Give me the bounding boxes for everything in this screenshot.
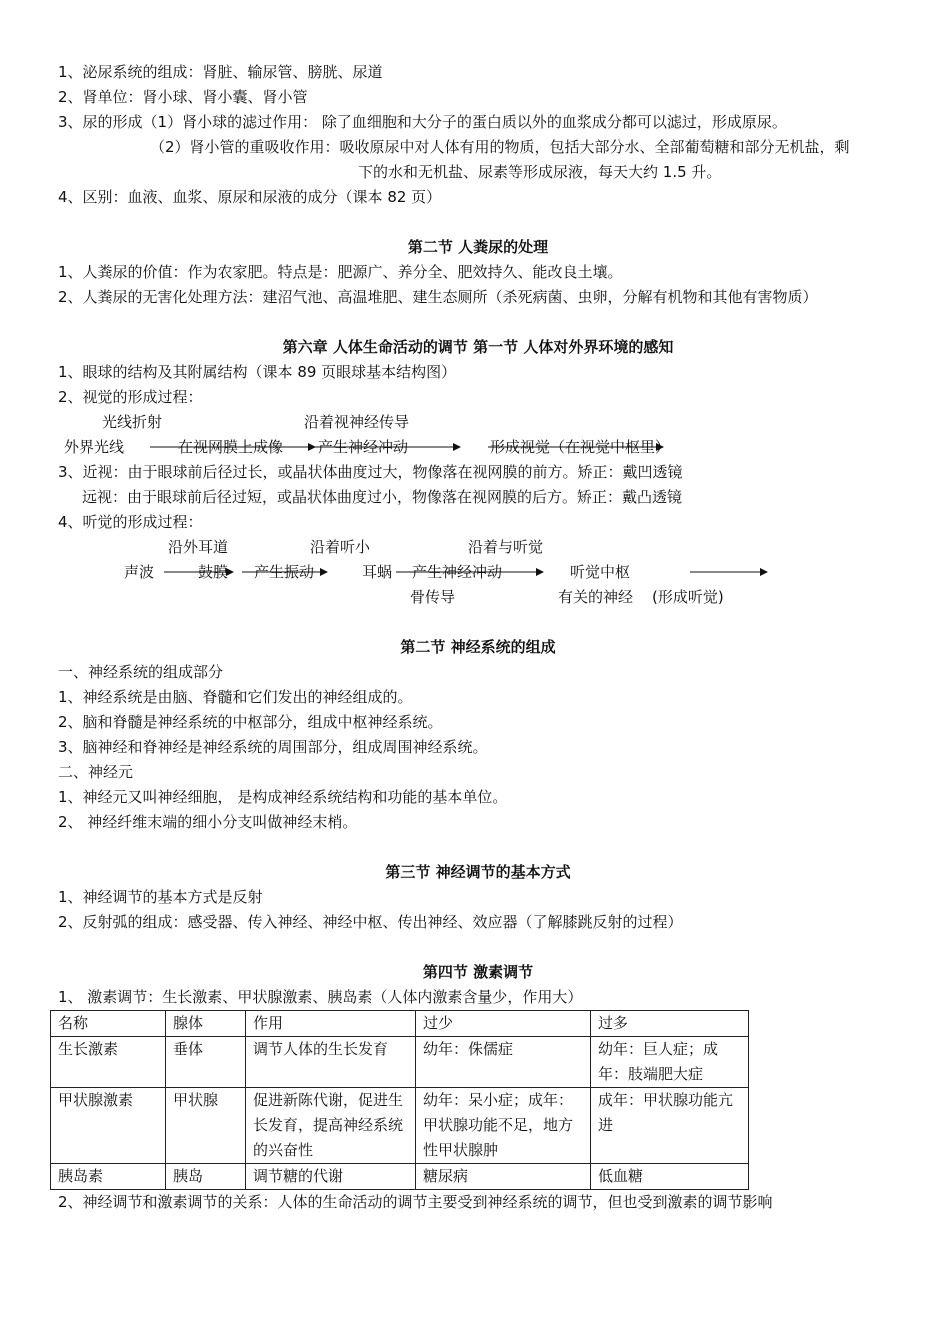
hearing-arrowhead-3 — [536, 568, 544, 576]
urinary-line-1: 1、泌尿系统的组成：肾脏、输尿管、膀胱、尿道 — [58, 63, 383, 81]
table-header-cell: 过多 — [591, 1011, 749, 1037]
hearing-node-eardrum: 鼓膜 — [198, 563, 229, 581]
nervous-line-2: 1、神经系统是由脑、脊髓和它们发出的神经组成的。 — [58, 688, 413, 706]
urinary-line-2: 2、肾单位：肾小球、肾小囊、肾小管 — [58, 88, 308, 106]
table-cell: 促进新陈代谢，促进生长发育，提高神经系统的兴奋性 — [246, 1088, 416, 1164]
eye-structure-line: 1、眼球的结构及其附属结构（课本 89 页眼球基本结构图） — [58, 363, 457, 381]
hearing-node-impulse: 产生神经冲动 — [412, 563, 503, 581]
hearing-process-line: 4、听觉的形成过程： — [58, 513, 203, 531]
hearing-label-bone-conduction: 骨传导 — [410, 588, 456, 606]
table-cell: 糖尿病 — [416, 1164, 591, 1190]
nervous-line-3: 2、脑和脊髓是神经系统的中枢部分，组成中枢神经系统。 — [58, 713, 443, 731]
vision-node-light: 外界光线 — [64, 438, 125, 456]
nervous-line-7: 2、 神经纤维末端的细小分支叫做神经末梢。 — [58, 813, 358, 831]
hearing-node-center: 听觉中枢 — [570, 563, 631, 581]
nervous-line-6: 1、神经元又叫神经细胞， 是构成神经系统结构和功能的基本单位。 — [58, 788, 508, 806]
table-cell: 调节糖的代谢 — [246, 1164, 416, 1190]
table-cell: 胰岛 — [166, 1164, 246, 1190]
vision-process-line: 2、视觉的形成过程： — [58, 388, 203, 406]
table-header-cell: 过少 — [416, 1011, 591, 1037]
table-header-row — [51, 1011, 749, 1037]
table-row — [51, 1164, 749, 1190]
myopia-line: 3、近视：由于眼球前后径过长，或晶状体曲度过大，物像落在视网膜的前方。矫正：戴凹透镜 — [58, 463, 683, 481]
hearing-label-ossicles: 沿着听小 — [310, 538, 371, 556]
section-2-title: 第二节 人粪尿的处理 — [407, 238, 549, 256]
hearing-label-related-nerve: 有关的神经 — [558, 588, 634, 606]
hormone-intro-line: 1、 激素调节：生长激素、甲状腺激素、胰岛素（人体内激素含量少，作用大） — [58, 988, 583, 1006]
document-page — [58, 60, 898, 1215]
hormone-table — [50, 1010, 749, 1190]
table-cell: 幼年：巨人症；成年：肢端肥大症 — [591, 1037, 749, 1088]
nervous-line-4: 3、脑神经和脊神经是神经系统的周围部分，组成周围神经系统。 — [58, 738, 488, 756]
vision-label-optic-nerve: 沿着视神经传导 — [304, 413, 410, 431]
table-cell: 成年：甲状腺功能亢进 — [591, 1088, 749, 1164]
table-header-cell: 腺体 — [166, 1011, 246, 1037]
table-cell: 生长激素 — [51, 1037, 166, 1088]
hearing-node-sound: 声波 — [124, 563, 155, 581]
vision-arrowhead-2 — [453, 443, 461, 451]
table-cell: 胰岛素 — [51, 1164, 166, 1190]
table-cell: 幼年：呆小症；成年：甲状腺功能不足，地方性甲状腺肿 — [416, 1088, 591, 1164]
table-row — [51, 1088, 749, 1164]
urinary-line-4: （2）肾小管的重吸收作用：吸收原尿中对人体有用的物质，包括大部分水、全部葡萄糖和部分无机盐，剩 — [150, 138, 850, 156]
table-header-cell: 名称 — [51, 1011, 166, 1037]
table-cell: 垂体 — [166, 1037, 246, 1088]
hearing-arrowhead-4 — [760, 568, 768, 576]
hormone-title: 第四节 激素调节 — [422, 963, 534, 981]
vision-node-impulse: 产生神经冲动 — [318, 438, 409, 456]
reflex-title: 第三节 神经调节的基本方式 — [385, 863, 571, 881]
table-cell: 甲状腺 — [166, 1088, 246, 1164]
table-row — [51, 1037, 749, 1088]
vision-node-retina: 在视网膜上成像 — [178, 438, 284, 456]
table-cell: 幼年：侏儒症 — [416, 1037, 591, 1088]
section-2-line-1: 1、人粪尿的价值：作为农家肥。特点是：肥源广、养分全、肥效持久、能改良土壤。 — [58, 263, 623, 281]
urinary-line-5: 下的水和无机盐、尿素等形成尿液，每天大约 1.5 升。 — [358, 163, 722, 181]
hearing-label-forms-hearing: (形成听觉) — [652, 588, 724, 606]
table-cell: 低血糖 — [591, 1164, 749, 1190]
vision-flow-diagram — [58, 410, 898, 460]
hearing-arrowhead-2 — [320, 568, 328, 576]
reflex-line-1: 1、神经调节的基本方式是反射 — [58, 888, 263, 906]
nervous-line-5: 二、神经元 — [58, 763, 134, 781]
vision-label-refraction: 光线折射 — [102, 413, 163, 431]
hearing-node-vibration: 产生振动 — [254, 563, 315, 581]
hyperopia-line: 远视：由于眼球前后径过短，或晶状体曲度过小，物像落在视网膜的后方。矫正：戴凸透镜 — [82, 488, 683, 506]
hormone-closing-line: 2、神经调节和激素调节的关系：人体的生命活动的调节主要受到神经系统的调节，但也受到激素的调节影响 — [58, 1193, 773, 1211]
table-cell: 调节人体的生长发育 — [246, 1037, 416, 1088]
vision-node-sight: 形成视觉（在视觉中枢里） — [490, 438, 671, 456]
urinary-line-6: 4、区别：血液、血浆、原尿和尿液的成分（课本 82 页） — [58, 188, 442, 206]
hearing-node-cochlea: 耳蜗 — [362, 563, 393, 581]
table-header-cell: 作用 — [246, 1011, 416, 1037]
table-cell: 甲状腺激素 — [51, 1088, 166, 1164]
nervous-system-title: 第二节 神经系统的组成 — [400, 638, 556, 656]
hearing-label-ear-canal: 沿外耳道 — [168, 538, 229, 556]
urinary-line-3: 3、尿的形成（1）肾小球的滤过作用： 除了血细胞和大分子的蛋白质以外的血浆成分都可以滤过，形成原尿。 — [58, 113, 787, 131]
hearing-flow-diagram — [58, 535, 898, 610]
section-2-line-2: 2、人粪尿的无害化处理方法：建沼气池、高温堆肥、建生态厕所（杀死病菌、虫卵，分解有机物和其他有害物质） — [58, 288, 818, 306]
hearing-label-auditory-nerve: 沿着与听觉 — [468, 538, 544, 556]
chapter-6-title: 第六章 人体生命活动的调节 第一节 人体对外界环境的感知 — [282, 338, 674, 356]
reflex-line-2: 2、反射弧的组成：感受器、传入神经、神经中枢、传出神经、效应器（了解膝跳反射的过程） — [58, 913, 683, 931]
nervous-line-1: 一、神经系统的组成部分 — [58, 663, 224, 681]
